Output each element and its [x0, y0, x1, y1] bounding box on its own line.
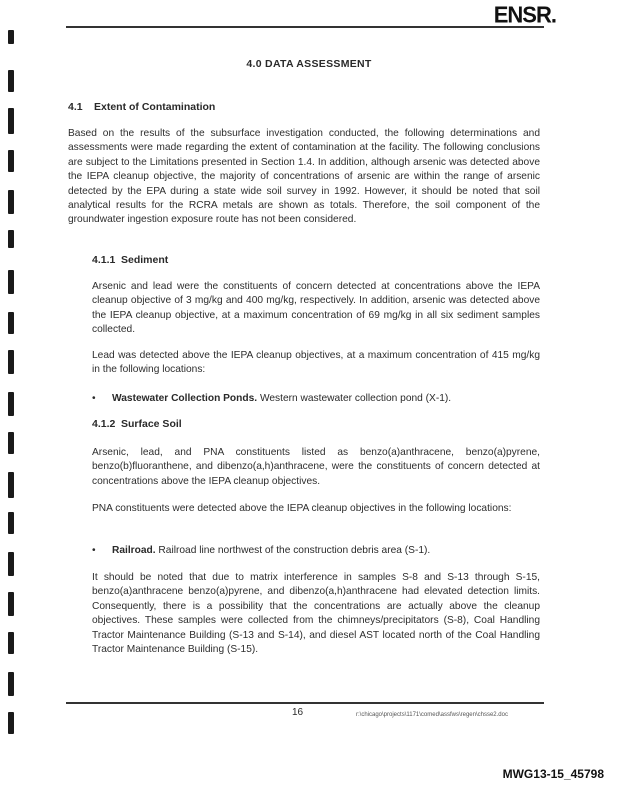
file-path: r:\chicago\projects\1171\comed\assfws\regen\chsse2.doc [356, 712, 508, 718]
paragraph-surface-soil-3: It should be noted that due to matrix interference in samples S-8 and S-13 through S-15, benzo(a)anthracene benzo(a)pyrene, and dibenzo(a,h)anthracene had elevated detection limits. Consequently, there is a possibility that the concentrations are actually above the cleanup objectives. These samples were collected from the chimneys/precipitators (S-8), Coal Handling Tractor Maintenance Building (S-13 and S-14), and diesel AST located north of the Coal Handling Tractor Maintenance Building (S-15). [92, 572, 540, 656]
bullet-wastewater [92, 392, 451, 406]
section-number: 4.1 [68, 101, 83, 113]
section-title: Extent of Contamination [94, 101, 216, 113]
header-rule [66, 26, 544, 28]
section-number: 4.1.2 [92, 418, 116, 430]
bullet-dot: • [92, 545, 96, 556]
section-heading-4-1-2 [92, 418, 182, 430]
bullet-railroad [92, 544, 430, 558]
section-number: 4.1.1 [92, 254, 116, 266]
bullet-label: Wastewater Collection Ponds. [112, 393, 258, 404]
bullet-dot: • [92, 393, 96, 404]
paragraph-surface-soil-1: Arsenic, lead, and PNA constituents listed as benzo(a)anthracene, benzo(a)pyrene, benzo(b)fluoranthene, and dibenzo(a,h)anthracene, were the constituents of concern detected at concentrations above the IEPA cleanup objectives. [92, 447, 540, 487]
section-title: Surface Soil [121, 418, 182, 430]
bullet-text: Western wastewater collection pond (X-1). [257, 393, 452, 404]
binder-punch-marks [0, 0, 22, 800]
paragraph-surface-soil-2: PNA constituents were detected above the IEPA cleanup objectives in the following locations: [92, 503, 512, 514]
bates-number: MWG13-15_45798 [502, 767, 604, 781]
bullet-text: Railroad line northwest of the construction debris area (S-1). [155, 545, 431, 556]
page-number: 16 [292, 707, 304, 718]
ensr-logo: ENSR . [494, 1, 556, 28]
section-heading-4-1-1 [92, 254, 168, 266]
footer-rule [66, 702, 544, 704]
section-heading-4-1 [68, 101, 215, 113]
bullet-label: Railroad. [112, 545, 156, 556]
paragraph-sediment-1: Arsenic and lead were the constituents of concern detected at concentrations above the IEPA cleanup objective of 3 mg/kg and 400 mg/kg, respectively. In addition, arsenic was detected above the IEPA cleanup objective, at a maximum concentration of 69 mg/kg in all six sediment samples collected. [92, 281, 540, 336]
section-title: Sediment [121, 254, 169, 266]
page-title: 4.0 DATA ASSESSMENT [246, 58, 372, 70]
paragraph-extent: Based on the results of the subsurface investigation conducted, the following determinations and assessments were made regarding the extent of contamination at the facility. The following conclusions are subject to the Limitations presented in Section 1.4. In addition, although arsenic was detected above the IEPA cleanup objective, the majority of concentrations of arsenic are within the range of arsenic detected by the EPA during a state wide soil survey in 1992. However, it should be noted that soil analytical results for the RCRA metals are shown as totals. Therefore, the soil component of the groundwater ingestion exposure route has not been considered. [68, 128, 540, 226]
paragraph-sediment-2: Lead was detected above the IEPA cleanup objectives, at a maximum concentration of 415 mg/kg in the following locations: [92, 350, 540, 376]
